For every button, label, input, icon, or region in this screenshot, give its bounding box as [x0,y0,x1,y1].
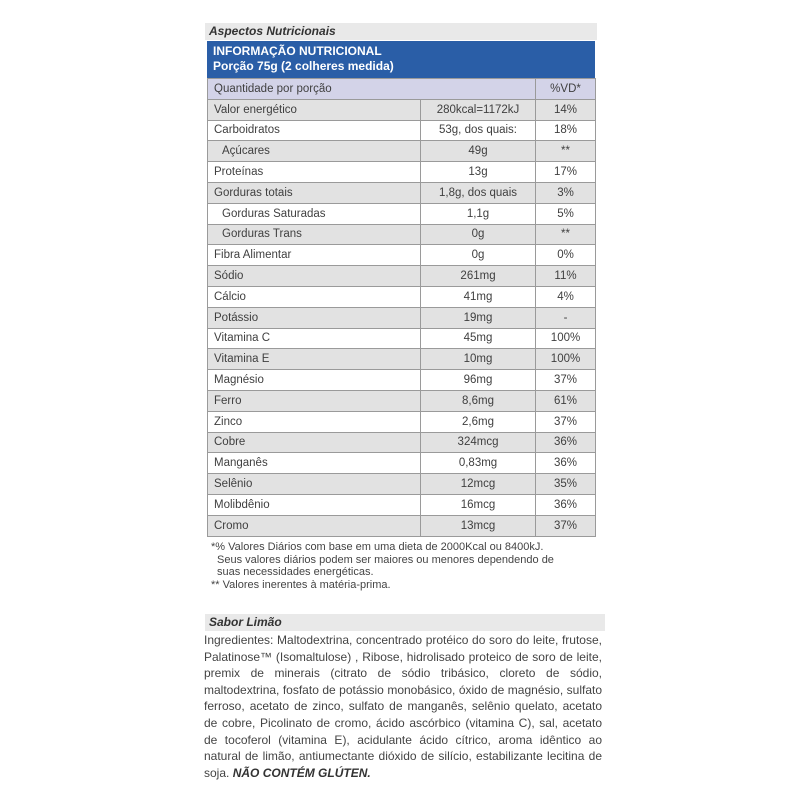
table-row [208,390,596,411]
nutrient-vd: 37% [536,411,596,432]
table-row [208,328,596,349]
nutrient-name: Sódio [208,266,421,287]
nutrient-amount: 280kcal=1172kJ [421,99,536,120]
table-row [208,494,596,515]
table-row [208,432,596,453]
table-header-row [208,79,596,100]
nutrient-name: Fibra Alimentar [208,245,421,266]
nutrient-amount: 16mcg [421,494,536,515]
footnote-line: Seus valores diários podem ser maiores ou menores dependendo de [217,553,554,566]
nutrient-amount: 10mg [421,349,536,370]
nutrient-name: Ferro [208,390,421,411]
nutrient-vd: 0% [536,245,596,266]
nutrient-amount: 53g, dos quais: [421,120,536,141]
table-row [208,474,596,495]
table-row [208,515,596,536]
nutrient-name: Gorduras Trans [208,224,421,245]
footnote-line: suas necessidades energéticas. [217,566,374,578]
nutrition-table [207,78,596,537]
nutrient-amount: 0g [421,224,536,245]
nutrient-name: Vitamina E [208,349,421,370]
nutrient-amount: 324mcg [421,432,536,453]
nutrient-vd: 4% [536,286,596,307]
nutrient-amount: 0,83mg [421,453,536,474]
nutrient-name: Açúcares [208,141,421,162]
nutrient-vd: ** [536,224,596,245]
nutrient-amount: 96mg [421,370,536,391]
nutrient-amount: 13g [421,162,536,183]
nutrient-name: Valor energético [208,99,421,120]
table-row [208,307,596,328]
nutrient-vd: ** [536,141,596,162]
ingredients-list: Ingredientes: Maltodextrina, concentrado protéico do soro do leite, frutose, Palatinose™ (Isomaltulose) , Ribose, hidrolisado proteico de soro de leite, premix de minerais (citrato de sódio tribásico, cloreto de sódio, maltodextrina, fosfato de potássio monobásico, óxido de magnésio, sulfato ferroso, acetato de zinco, sulfato de manganês, selênio quelato, acetato de cobre, Picolinato de cromo, ácido ascórbico (vitamina C), sal, acetato de tocoferol (vitamina E), acidulante ácido cítrico, aroma idêntico ao natural de limão, antiumectante dióxido de silício, estabilizante lecitina de soja. [204,633,602,780]
nutrient-amount: 1,1g [421,203,536,224]
nutrient-amount: 45mg [421,328,536,349]
nutrient-amount: 13mcg [421,515,536,536]
table-row [208,245,596,266]
nutrient-name: Proteínas [208,162,421,183]
footnote-line: *% Valores Diários com base em uma dieta de 2000Kcal ou 8400kJ. [211,541,544,553]
quantity-header: Quantidade por porção [208,79,536,100]
table-row [208,349,596,370]
table-row [208,453,596,474]
table-row [208,141,596,162]
table-row [208,120,596,141]
nutrient-name: Gorduras Saturadas [208,203,421,224]
nutrient-vd: 5% [536,203,596,224]
table-row [208,370,596,391]
nutrient-name: Vitamina C [208,328,421,349]
table-row [208,286,596,307]
nutrient-vd: 36% [536,453,596,474]
footnote-line: ** Valores inerentes à matéria-prima. [211,578,391,591]
nutrient-name: Selênio [208,474,421,495]
nutrient-vd: 17% [536,162,596,183]
table-row [208,203,596,224]
nutrient-vd: - [536,307,596,328]
nutrient-vd: 37% [536,515,596,536]
nutrient-vd: 36% [536,494,596,515]
vd-header: %VD* [536,79,596,100]
table-row [208,224,596,245]
nutrient-vd: 37% [536,370,596,391]
gluten-notice: NÃO CONTÉM GLÚTEN. [232,765,371,780]
nutrient-vd: 11% [536,266,596,287]
nutrient-amount: 8,6mg [421,390,536,411]
nutrient-name: Manganês [208,453,421,474]
nutrient-vd: 3% [536,182,596,203]
flavor-title: Sabor Limão [205,614,605,631]
nutrient-name: Cromo [208,515,421,536]
section-title: Aspectos Nutricionais [205,23,597,40]
nutrient-name: Molibdênio [208,494,421,515]
nutrient-name: Carboidratos [208,120,421,141]
nutrient-vd: 36% [536,432,596,453]
nutrient-amount: 41mg [421,286,536,307]
nutrient-amount: 0g [421,245,536,266]
table-row [208,182,596,203]
nutrient-amount: 1,8g, dos quais [421,182,536,203]
nutrient-name: Cálcio [208,286,421,307]
nutrient-vd: 35% [536,474,596,495]
nutrient-amount: 19mg [421,307,536,328]
nutrient-amount: 2,6mg [421,411,536,432]
nutrient-vd: 61% [536,390,596,411]
table-row [208,162,596,183]
nutrient-name: Cobre [208,432,421,453]
nutrition-title-bar [207,41,595,78]
table-row [208,266,596,287]
table-row [208,99,596,120]
nutrient-name: Potássio [208,307,421,328]
nutrient-amount: 261mg [421,266,536,287]
nutrient-vd: 100% [536,328,596,349]
nutrient-vd: 100% [536,349,596,370]
table-title: INFORMAÇÃO NUTRICIONAL [213,44,382,58]
nutrient-vd: 14% [536,99,596,120]
nutrient-amount: 49g [421,141,536,162]
nutrient-vd: 18% [536,120,596,141]
nutrient-name: Magnésio [208,370,421,391]
table-row [208,411,596,432]
nutrition-rows [208,99,596,536]
nutrient-name: Zinco [208,411,421,432]
nutrient-name: Gorduras totais [208,182,421,203]
ingredients-text [204,632,602,781]
serving-size: Porção 75g (2 colheres medida) [213,59,394,73]
nutrient-amount: 12mcg [421,474,536,495]
footnotes [211,541,591,591]
